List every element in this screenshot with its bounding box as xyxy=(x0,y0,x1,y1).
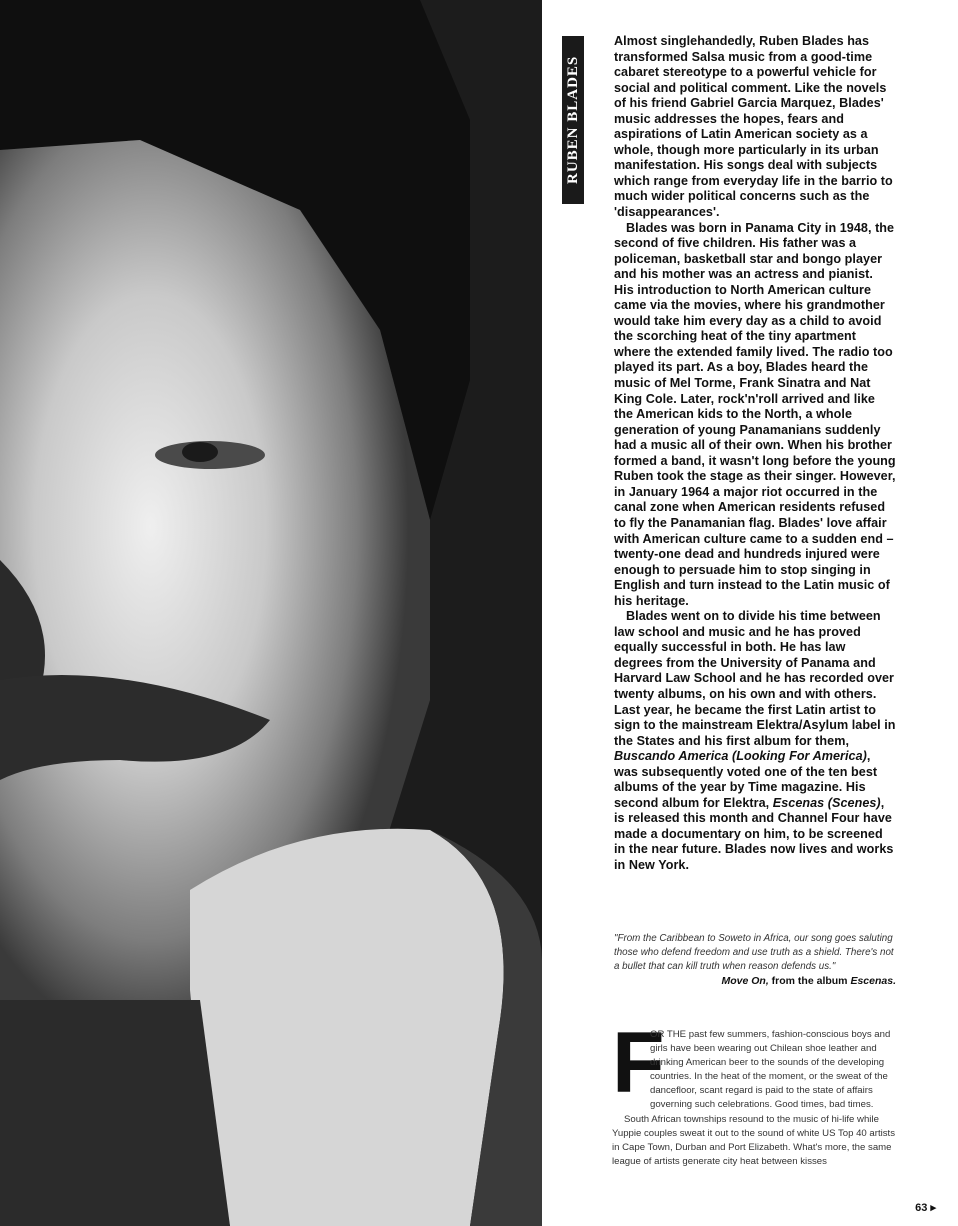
page-number: 63 ▸ xyxy=(915,1202,936,1214)
paragraph-3-text-b: , was subsequently voted one of the ten best albums of the year by Time magazine. His second album for Elektra, xyxy=(614,749,878,810)
article-paragraph-3 xyxy=(614,609,896,873)
album-title-escenas: Escenas (Scenes) xyxy=(772,795,881,810)
article-body xyxy=(614,34,896,874)
paragraph-3-text-a: Blades went on to divide his time between law school and music and he has proved equally successful in both. He has law degrees from the University of Panama and Harvard Law School and he has recorded over twenty albums, on his own and with others. Last year, he became the first Latin artist to sign to the mainstream Elektra/Asylum label in the States and his first album for them, xyxy=(614,609,896,748)
quote-attr-middle: from the album xyxy=(768,975,851,987)
secondary-paragraph-2: South African townships resound to the music of hi-life while Yuppie couples sweat it out to the sound of white US Top 40 artists in Cape Town, Durban and Port Elizabeth. What's more, the same league of artists generate city heat between kisses xyxy=(612,1114,896,1168)
article-paragraph-2: Blades was born in Panama City in 1948, the second of five children. His father was a policeman, basketball star and bongo player and his mother was an actress and pianist. His introduction to North American culture came via the movies, where his grandmother would take him every day as a child to avoid the scorching heat of the tiny apartment where the extended family lived. The radio too played its part. As a boy, Blades heard the music of Mel Torme, Frank Sinatra and Nat King Cole. Later, rock'n'roll arrived and like the American kids to the North, a whole generation of young Panamanians suddenly had a music all of their own. When his brother formed a band, it wasn't long before the young Ruben took the stage as their singer. However, in January 1964 a major riot occurred in the canal zone when American residents refused to fly the Panamanian flag. Blades' love affair with American culture came to a sudden end – twenty-one dead and hundreds injured were enough to persuade him to stop singing in English and turn instead to the Latin music of his heritage. xyxy=(614,220,896,608)
secondary-article xyxy=(612,1015,896,1169)
drop-cap: F xyxy=(612,1015,665,1111)
quote-attribution xyxy=(614,974,896,988)
album-title-buscando: Buscando America (Looking For America) xyxy=(614,749,867,764)
pull-quote xyxy=(614,932,896,988)
quote-text: "From the Caribbean to Soweto in Africa, our song goes saluting those who defend freedom and use truth as a shield. There's not a bullet that can kill truth when reason defends us." xyxy=(614,933,894,972)
secondary-paragraph-1 xyxy=(612,1015,896,1111)
article-paragraph-1: Almost singlehandedly, Ruben Blades has transformed Salsa music from a good-time cabaret stereotype to a powerful vehicle for social and political comment. Like the novels of his friend Gabriel Garcia Marquez, Blades' music addresses the hopes, fears and aspirations of Latin American society as a whole, though more particularly in its urban manifestation. His songs deal with subjects which range from everyday life in the barrio to much wider political concerns such as the 'disappearances'. xyxy=(614,34,893,220)
quote-song: Move On, xyxy=(721,975,769,987)
vertical-title: RUBEN BLADES xyxy=(562,36,584,204)
secondary-paragraph-1-text: OR THE past few summers, fashion-conscious boys and girls have been wearing out Chilean shoe leather and drinking American beer to the sounds of the developing countries. In the heat of the moment, or the sweat of the dancefloor, scant regard is paid to the state of affairs governing such celebrations. Good times, bad times. xyxy=(650,1029,891,1110)
quote-album: Escenas. xyxy=(850,975,896,987)
paragraph-3-text-c: , is released this month and Channel Four have made a documentary on him, to be screened in the near future. Blades now lives and works in New York. xyxy=(614,795,894,872)
